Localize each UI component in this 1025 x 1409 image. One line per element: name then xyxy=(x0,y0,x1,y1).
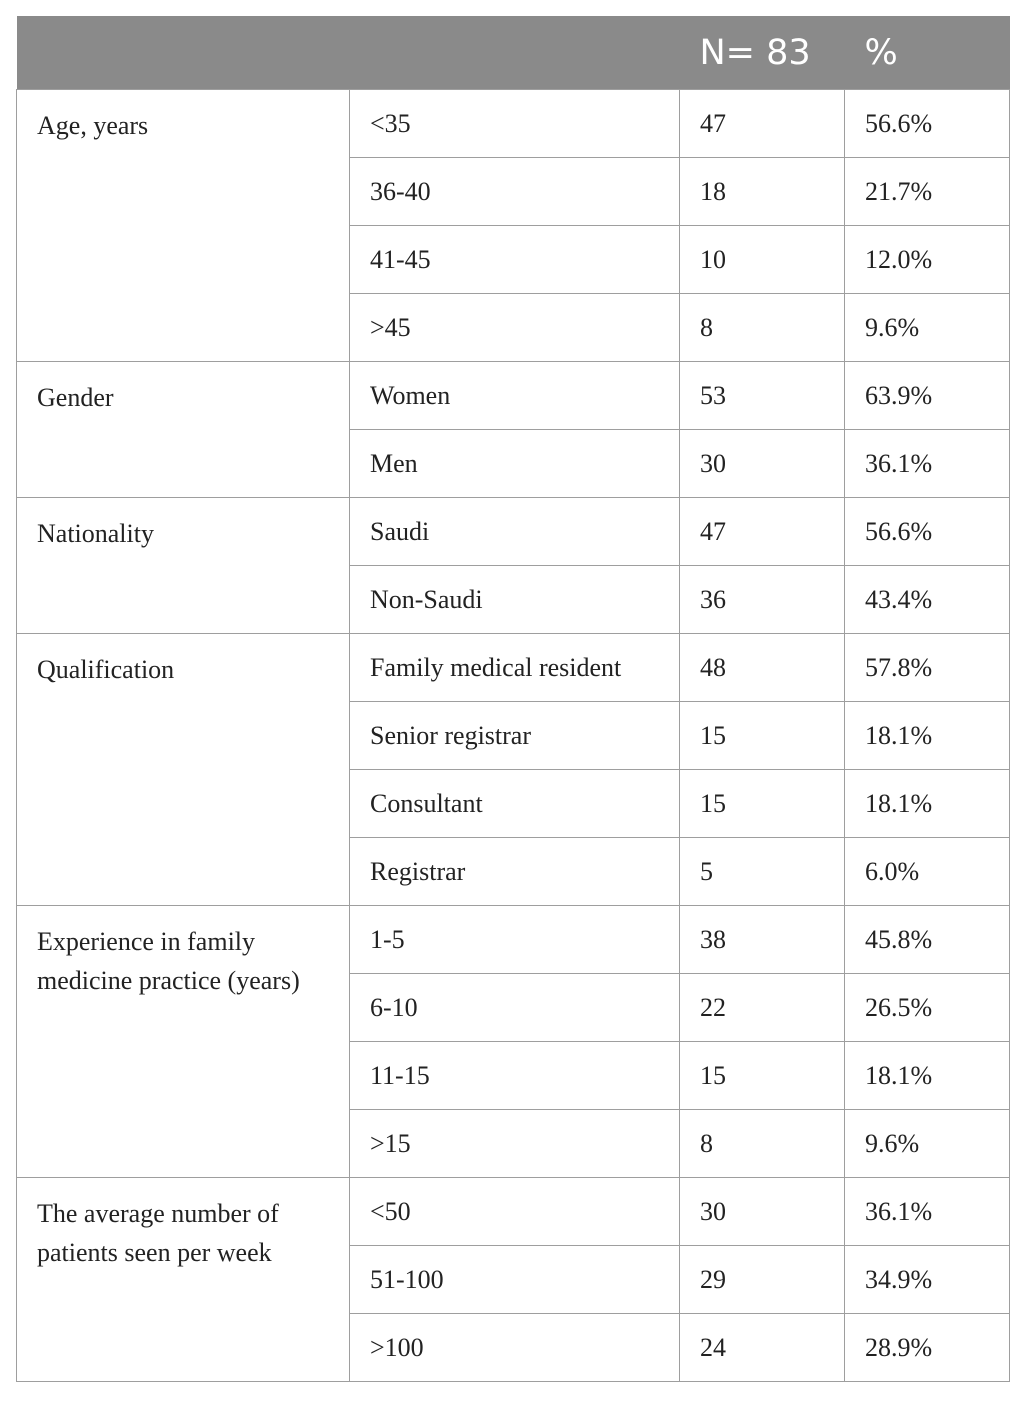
table-row xyxy=(17,634,1010,702)
group-label-cell: The average number of patients seen per week xyxy=(17,1178,350,1382)
count-cell: 29 xyxy=(680,1246,845,1314)
percent-cell: 18.1% xyxy=(845,1042,1010,1110)
percent-cell: 12.0% xyxy=(845,226,1010,294)
category-cell: >100 xyxy=(350,1314,680,1382)
percent-cell: 28.9% xyxy=(845,1314,1010,1382)
count-cell: 15 xyxy=(680,702,845,770)
count-cell: 18 xyxy=(680,158,845,226)
category-cell: 1-5 xyxy=(350,906,680,974)
table-header xyxy=(17,16,1010,90)
header-percent-cell: % xyxy=(845,16,1010,90)
percent-cell: 26.5% xyxy=(845,974,1010,1042)
header-characteristic-cell xyxy=(17,16,680,90)
percent-cell: 21.7% xyxy=(845,158,1010,226)
count-cell: 30 xyxy=(680,430,845,498)
category-cell: 41-45 xyxy=(350,226,680,294)
category-cell: Saudi xyxy=(350,498,680,566)
table-row xyxy=(17,90,1010,158)
header-n-cell: N= 83 xyxy=(680,16,845,90)
count-cell: 8 xyxy=(680,294,845,362)
percent-cell: 18.1% xyxy=(845,770,1010,838)
count-cell: 15 xyxy=(680,1042,845,1110)
category-cell: Family medical resident xyxy=(350,634,680,702)
table-row xyxy=(17,362,1010,430)
percent-cell: 56.6% xyxy=(845,90,1010,158)
table-row xyxy=(17,1178,1010,1246)
category-cell: Consultant xyxy=(350,770,680,838)
table-row xyxy=(17,906,1010,974)
percent-cell: 9.6% xyxy=(845,1110,1010,1178)
category-cell: 36-40 xyxy=(350,158,680,226)
category-cell: Registrar xyxy=(350,838,680,906)
count-cell: 15 xyxy=(680,770,845,838)
category-cell: Senior registrar xyxy=(350,702,680,770)
category-cell: 6-10 xyxy=(350,974,680,1042)
category-cell: Non-Saudi xyxy=(350,566,680,634)
category-cell: Women xyxy=(350,362,680,430)
category-cell: 51-100 xyxy=(350,1246,680,1314)
category-cell: Men xyxy=(350,430,680,498)
count-cell: 48 xyxy=(680,634,845,702)
category-cell: <35 xyxy=(350,90,680,158)
count-cell: 47 xyxy=(680,498,845,566)
percent-cell: 57.8% xyxy=(845,634,1010,702)
table-row xyxy=(17,498,1010,566)
percent-cell: 34.9% xyxy=(845,1246,1010,1314)
percent-cell: 18.1% xyxy=(845,702,1010,770)
group-label-cell: Gender xyxy=(17,362,350,498)
count-cell: 38 xyxy=(680,906,845,974)
group-label-cell: Nationality xyxy=(17,498,350,634)
count-cell: 47 xyxy=(680,90,845,158)
percent-cell: 36.1% xyxy=(845,430,1010,498)
percent-cell: 36.1% xyxy=(845,1178,1010,1246)
category-cell: >15 xyxy=(350,1110,680,1178)
group-label-cell: Qualification xyxy=(17,634,350,906)
percent-cell: 63.9% xyxy=(845,362,1010,430)
header-row xyxy=(17,16,1010,90)
count-cell: 22 xyxy=(680,974,845,1042)
table-body xyxy=(17,90,1010,1382)
demographics-table xyxy=(16,16,1010,1382)
percent-cell: 56.6% xyxy=(845,498,1010,566)
percent-cell: 6.0% xyxy=(845,838,1010,906)
category-cell: 11-15 xyxy=(350,1042,680,1110)
group-label-cell: Age, years xyxy=(17,90,350,362)
count-cell: 30 xyxy=(680,1178,845,1246)
count-cell: 10 xyxy=(680,226,845,294)
category-cell: >45 xyxy=(350,294,680,362)
percent-cell: 9.6% xyxy=(845,294,1010,362)
count-cell: 8 xyxy=(680,1110,845,1178)
group-label-cell: Experience in family medicine practice (years) xyxy=(17,906,350,1178)
count-cell: 53 xyxy=(680,362,845,430)
count-cell: 36 xyxy=(680,566,845,634)
category-cell: <50 xyxy=(350,1178,680,1246)
count-cell: 5 xyxy=(680,838,845,906)
percent-cell: 45.8% xyxy=(845,906,1010,974)
percent-cell: 43.4% xyxy=(845,566,1010,634)
count-cell: 24 xyxy=(680,1314,845,1382)
